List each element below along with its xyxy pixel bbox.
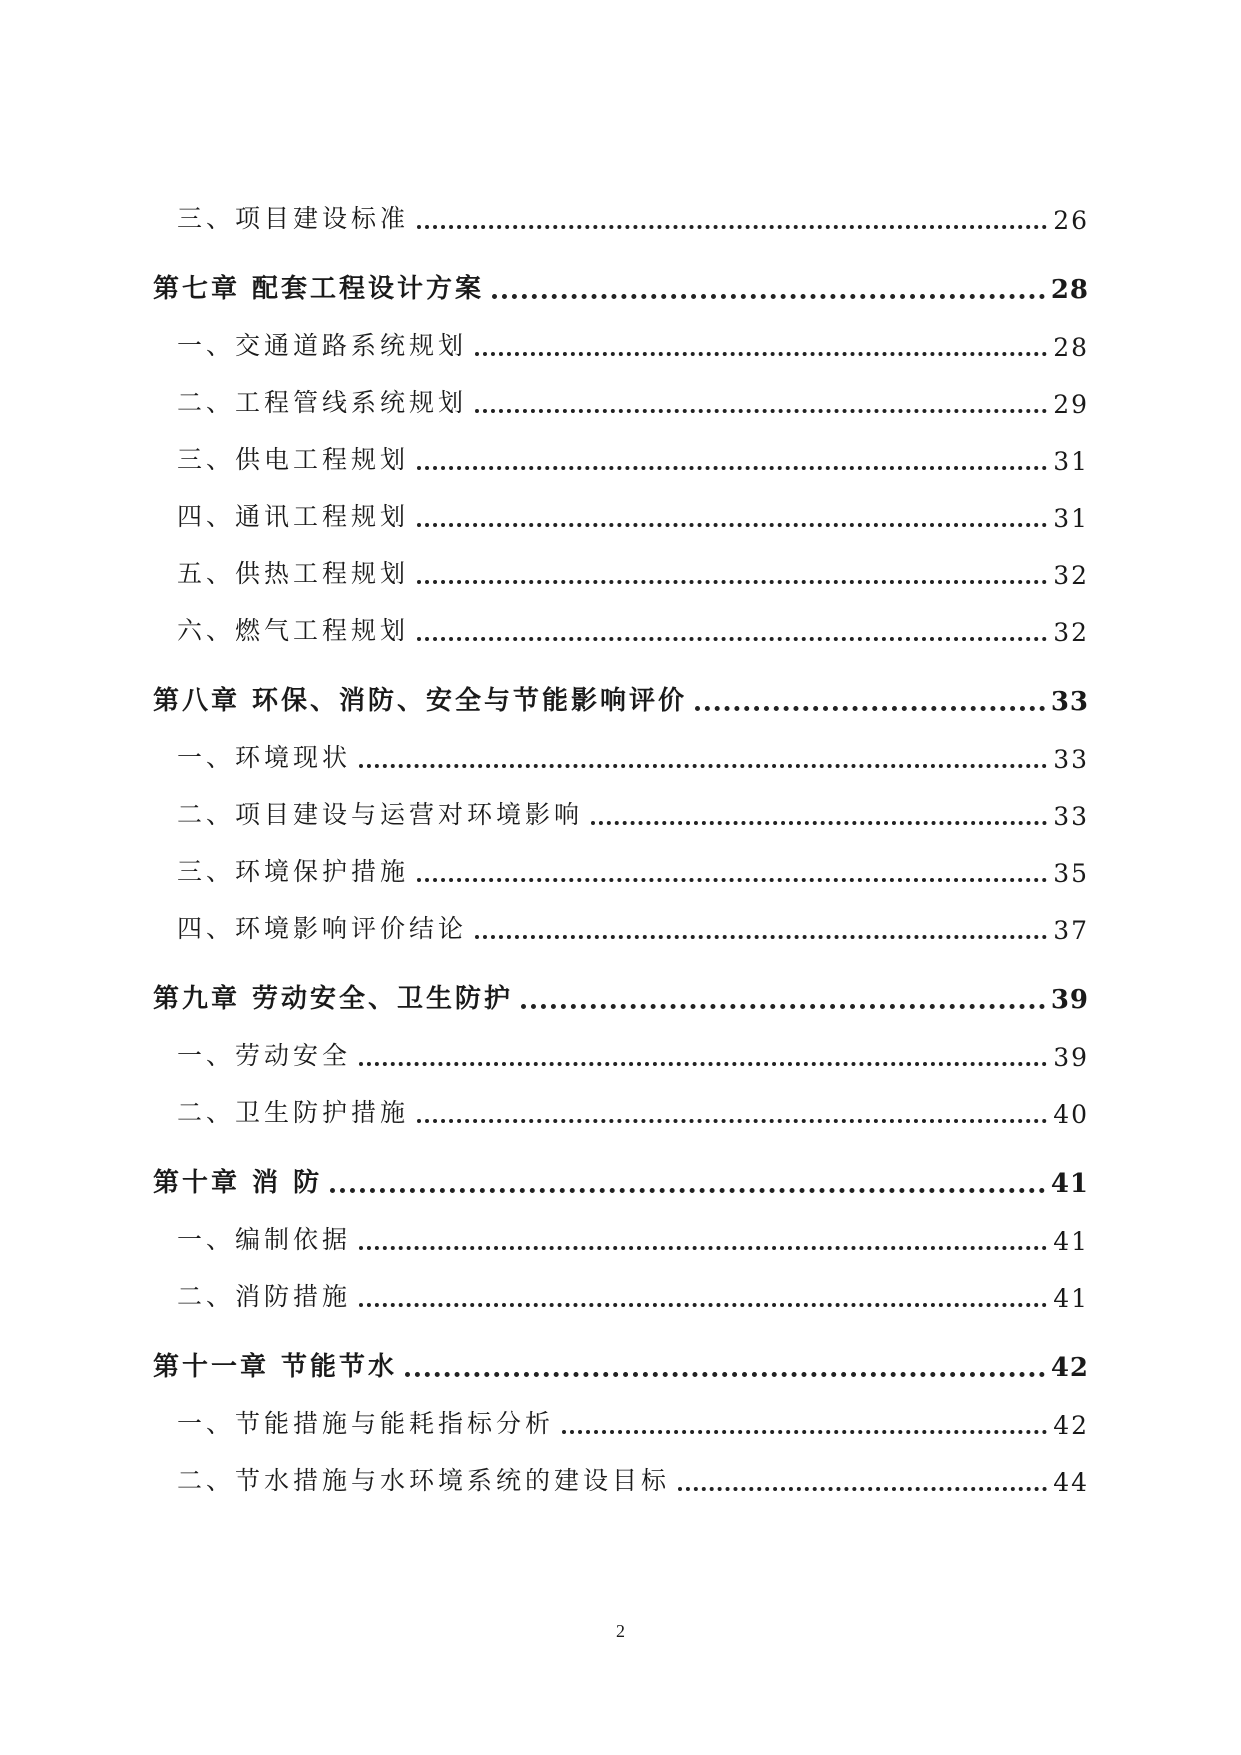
toc-entry-page: 41 bbox=[1053, 1284, 1089, 1313]
dot-leader bbox=[417, 1119, 1047, 1123]
dot-leader bbox=[417, 580, 1047, 584]
toc-entry[interactable] bbox=[153, 1446, 1089, 1503]
toc-chapter[interactable] bbox=[153, 241, 1089, 311]
toc-chapter[interactable] bbox=[153, 653, 1089, 723]
toc-entry-title: 五、供热工程规划 bbox=[177, 559, 410, 588]
toc-entry-page: 40 bbox=[1053, 1100, 1089, 1129]
toc-entry-title: 一、交通道路系统规划 bbox=[177, 331, 468, 360]
toc-chapter[interactable] bbox=[153, 951, 1089, 1021]
toc-entry[interactable] bbox=[153, 894, 1089, 951]
toc-chapter-page: 33 bbox=[1050, 687, 1089, 717]
toc-chapter-page: 28 bbox=[1050, 275, 1089, 305]
dot-leader bbox=[359, 1062, 1047, 1066]
toc-entry[interactable] bbox=[153, 1021, 1089, 1078]
toc-entry-page: 42 bbox=[1053, 1411, 1089, 1440]
dot-leader bbox=[405, 1372, 1045, 1377]
toc-chapter-page: 39 bbox=[1050, 985, 1089, 1015]
toc-entry[interactable] bbox=[153, 1078, 1089, 1135]
toc-entry[interactable] bbox=[153, 596, 1089, 653]
toc-chapter-title: 第九章 劳动安全、卫生防护 bbox=[153, 984, 514, 1014]
toc-entry-title: 六、燃气工程规划 bbox=[177, 616, 410, 645]
dot-leader bbox=[330, 1188, 1045, 1193]
toc-entry[interactable] bbox=[153, 539, 1089, 596]
toc-chapter-title: 第十一章 节能节水 bbox=[153, 1352, 398, 1382]
dot-leader bbox=[562, 1430, 1047, 1434]
dot-leader bbox=[359, 764, 1047, 768]
dot-leader bbox=[475, 409, 1047, 413]
toc-entry-title: 二、项目建设与运营对环境影响 bbox=[177, 800, 584, 829]
toc-entry-page: 29 bbox=[1053, 390, 1089, 419]
toc-entry-title: 四、环境影响评价结论 bbox=[177, 914, 468, 943]
toc-chapter-title: 第七章 配套工程设计方案 bbox=[153, 274, 485, 304]
toc-entry-page: 32 bbox=[1053, 618, 1089, 647]
dot-leader bbox=[678, 1487, 1047, 1491]
dot-leader bbox=[417, 466, 1047, 470]
toc-entry[interactable] bbox=[153, 1205, 1089, 1262]
toc-entry-title: 一、劳动安全 bbox=[177, 1041, 352, 1070]
table-of-contents bbox=[153, 184, 1089, 1503]
toc-entry-page: 31 bbox=[1053, 504, 1089, 533]
dot-leader bbox=[475, 935, 1047, 939]
dot-leader bbox=[417, 523, 1047, 527]
toc-entry-page: 44 bbox=[1053, 1468, 1089, 1497]
toc-entry-page: 39 bbox=[1053, 1043, 1089, 1072]
toc-entry[interactable] bbox=[153, 1262, 1089, 1319]
toc-entry[interactable] bbox=[153, 311, 1089, 368]
toc-entry-title: 三、项目建设标准 bbox=[177, 204, 410, 233]
dot-leader bbox=[492, 294, 1045, 299]
dot-leader bbox=[695, 706, 1045, 711]
toc-entry-title: 三、供电工程规划 bbox=[177, 445, 410, 474]
page-number: 2 bbox=[616, 1621, 625, 1641]
toc-entry-title: 一、环境现状 bbox=[177, 743, 352, 772]
toc-entry[interactable] bbox=[153, 780, 1089, 837]
toc-chapter-page: 42 bbox=[1050, 1353, 1089, 1383]
dot-leader bbox=[417, 637, 1047, 641]
dot-leader bbox=[475, 352, 1047, 356]
toc-chapter-page: 41 bbox=[1050, 1169, 1089, 1199]
dot-leader bbox=[359, 1246, 1047, 1250]
toc-entry-page: 33 bbox=[1053, 802, 1089, 831]
dot-leader bbox=[591, 821, 1047, 825]
toc-entry-page: 33 bbox=[1053, 745, 1089, 774]
toc-entry-page: 31 bbox=[1053, 447, 1089, 476]
toc-entry[interactable] bbox=[153, 425, 1089, 482]
toc-entry[interactable] bbox=[153, 368, 1089, 425]
toc-entry-title: 二、卫生防护措施 bbox=[177, 1098, 410, 1127]
toc-entry[interactable] bbox=[153, 184, 1089, 241]
toc-entry-page: 32 bbox=[1053, 561, 1089, 590]
toc-chapter[interactable] bbox=[153, 1135, 1089, 1205]
toc-entry-title: 四、通讯工程规划 bbox=[177, 502, 410, 531]
toc-entry-title: 一、节能措施与能耗指标分析 bbox=[177, 1409, 555, 1438]
toc-chapter-title: 第十章 消 防 bbox=[153, 1168, 323, 1198]
dot-leader bbox=[417, 878, 1047, 882]
dot-leader bbox=[521, 1004, 1045, 1009]
toc-chapter[interactable] bbox=[153, 1319, 1089, 1389]
toc-entry-title: 一、编制依据 bbox=[177, 1225, 352, 1254]
dot-leader bbox=[417, 225, 1047, 229]
toc-entry[interactable] bbox=[153, 482, 1089, 539]
dot-leader bbox=[359, 1303, 1047, 1307]
toc-entry-page: 35 bbox=[1053, 859, 1089, 888]
toc-entry-page: 41 bbox=[1053, 1227, 1089, 1256]
toc-entry[interactable] bbox=[153, 837, 1089, 894]
toc-chapter-title: 第八章 环保、消防、安全与节能影响评价 bbox=[153, 686, 688, 716]
toc-entry[interactable] bbox=[153, 1389, 1089, 1446]
toc-entry[interactable] bbox=[153, 723, 1089, 780]
toc-entry-title: 二、节水措施与水环境系统的建设目标 bbox=[177, 1466, 671, 1495]
toc-entry-title: 三、环境保护措施 bbox=[177, 857, 410, 886]
toc-entry-page: 28 bbox=[1053, 333, 1089, 362]
toc-entry-page: 37 bbox=[1053, 916, 1089, 945]
toc-entry-title: 二、消防措施 bbox=[177, 1282, 352, 1311]
toc-entry-title: 二、工程管线系统规划 bbox=[177, 388, 468, 417]
toc-entry-page: 26 bbox=[1053, 206, 1089, 235]
